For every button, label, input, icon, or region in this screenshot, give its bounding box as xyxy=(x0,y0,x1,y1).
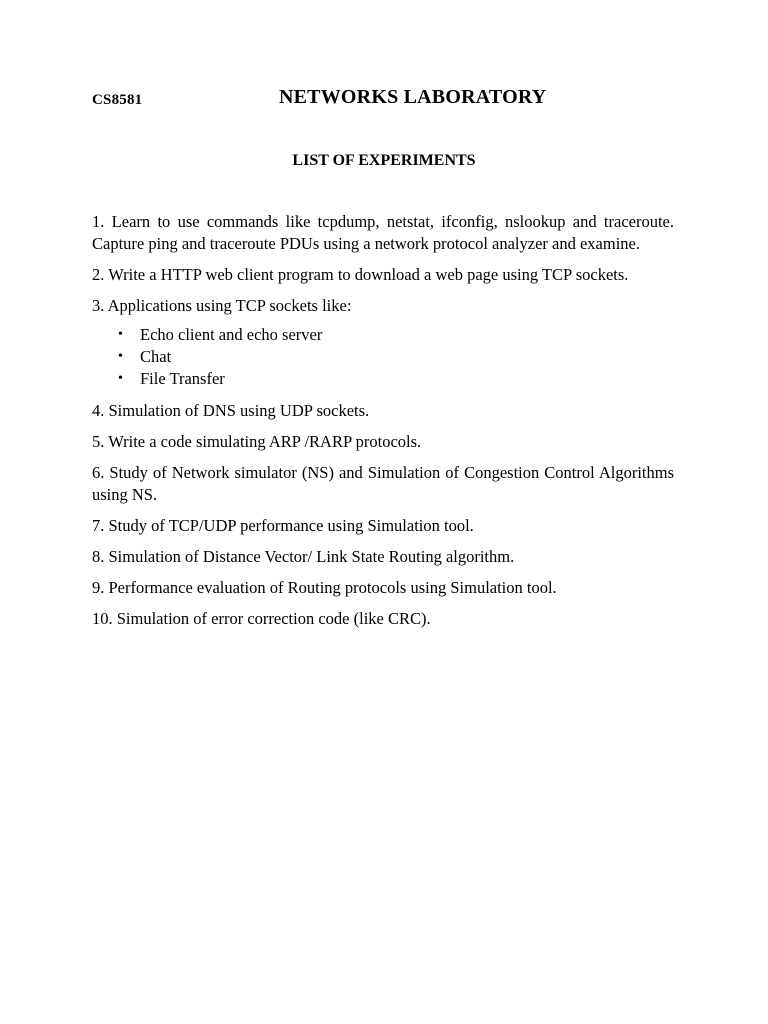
experiment-item xyxy=(92,211,674,255)
sublist-item-text: File Transfer xyxy=(140,369,225,388)
experiment-text: 7. Study of TCP/UDP performance using Simulation tool. xyxy=(92,516,474,535)
experiment-item xyxy=(92,515,674,537)
bullet-icon: • xyxy=(118,371,123,386)
sublist-item xyxy=(92,346,674,368)
experiment-item xyxy=(92,264,674,286)
sublist-item-text: Echo client and echo server xyxy=(140,325,323,344)
section-heading: LIST OF EXPERIMENTS xyxy=(292,152,476,169)
experiment-item xyxy=(92,295,674,390)
experiment-text: 4. Simulation of DNS using UDP sockets. xyxy=(92,401,370,420)
bullet-icon: • xyxy=(118,327,123,342)
experiment-item xyxy=(92,431,674,453)
experiment-text: 8. Simulation of Distance Vector/ Link State Routing algorithm. xyxy=(92,547,515,566)
experiment-text: 3. Applications using TCP sockets like: xyxy=(92,296,352,315)
page-title: NETWORKS LABORATORY xyxy=(279,86,547,108)
header xyxy=(92,86,676,116)
experiment-text: 6. Study of Network simulator (NS) and Simulation of Congestion Control Algorithms using NS. xyxy=(92,463,674,504)
experiment-item xyxy=(92,577,674,599)
experiment-text: 10. Simulation of error correction code (like CRC). xyxy=(92,609,431,628)
experiment-item xyxy=(92,546,674,568)
experiment-text: 9. Performance evaluation of Routing protocols using Simulation tool. xyxy=(92,578,557,597)
course-code: CS8581 xyxy=(92,92,143,108)
experiment-text: 1. Learn to use commands like tcpdump, netstat, ifconfig, nslookup and traceroute. Capture ping and traceroute PDUs using a network protocol analyzer and examine. xyxy=(92,212,674,253)
experiment-sublist xyxy=(92,324,674,390)
experiment-item xyxy=(92,608,674,630)
experiment-text: 2. Write a HTTP web client program to download a web page using TCP sockets. xyxy=(92,265,629,284)
experiment-item xyxy=(92,462,674,506)
experiment-list xyxy=(92,211,674,639)
sublist-item xyxy=(92,368,674,390)
bullet-icon: • xyxy=(118,349,123,364)
sublist-item xyxy=(92,324,674,346)
experiment-item xyxy=(92,400,674,422)
experiment-text: 5. Write a code simulating ARP /RARP protocols. xyxy=(92,432,422,451)
sublist-item-text: Chat xyxy=(140,347,172,366)
